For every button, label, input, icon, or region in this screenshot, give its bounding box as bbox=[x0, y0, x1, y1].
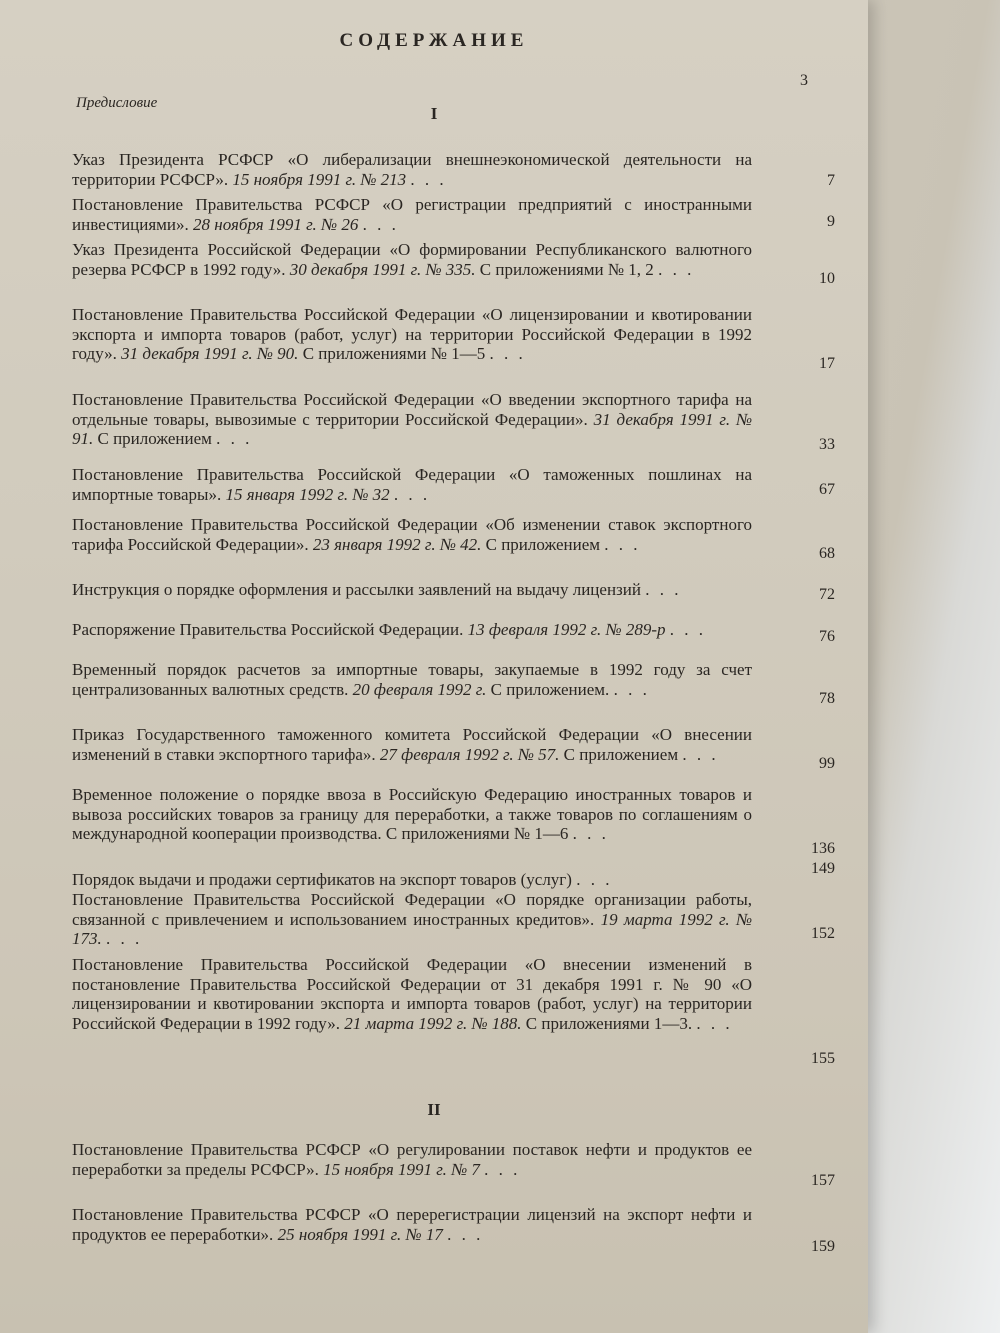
toc-entry-page: 136 bbox=[811, 840, 835, 857]
leader-dots: . . . bbox=[410, 169, 447, 189]
leader-dots: . . . bbox=[484, 1159, 521, 1179]
toc-entry-page: 10 bbox=[819, 270, 835, 287]
toc-entry bbox=[72, 660, 752, 699]
leader-dots: . . . bbox=[682, 744, 719, 764]
toc-entry-citation: 19 марта 1992 г. № 173. bbox=[72, 909, 753, 949]
toc-entry-title bbox=[72, 580, 752, 600]
toc-entry-title bbox=[72, 1205, 752, 1244]
toc-entry-title bbox=[72, 195, 752, 234]
toc-entry bbox=[72, 1205, 752, 1244]
toc-entry-title bbox=[72, 785, 752, 844]
toc-entry-text: Указ Президента Российской Федерации «О формировании Республиканского валютного резерва РСФСР в 1992 году». bbox=[72, 240, 752, 279]
toc-entry bbox=[72, 390, 752, 449]
toc-entry-citation: 13 февраля 1992 г. № 289-р bbox=[467, 620, 670, 639]
leader-dots: . . . bbox=[604, 534, 641, 554]
toc-entry bbox=[72, 870, 752, 890]
toc-entry-text: Постановление Правительства Российской Федерации «О введении экспортного тарифа на отдельные товары, вывозимые с территории Российской Федерации». bbox=[72, 390, 752, 429]
toc-entry-title bbox=[72, 305, 752, 364]
toc-entry-text: Постановление Правительства Российской Федерации «О лицензировании и квотировании экспорта и импорта товаров (работ, услуг) на территории Российской Федерации в 1992 году». bbox=[72, 305, 752, 364]
toc-entry-title bbox=[72, 465, 752, 504]
toc-entry-page: 99 bbox=[819, 755, 835, 772]
toc-entry-text: Распоряжение Правительства Российской Федерации. bbox=[72, 620, 468, 639]
toc-entry-title bbox=[72, 240, 752, 279]
toc-entry-text: Указ Президента РСФСР «О либерализации внешнеэкономической деятельности на территории РСФСР». bbox=[72, 150, 752, 189]
leader-dots: . . . bbox=[447, 1224, 484, 1244]
preface-label: Предисловие bbox=[76, 95, 158, 111]
toc-entry bbox=[72, 725, 752, 764]
leader-dots: . . . bbox=[393, 484, 431, 504]
toc-entry-citation: 15 января 1992 г. № 32 bbox=[225, 484, 394, 504]
toc-entry-title bbox=[72, 870, 752, 890]
toc-entry-page: 72 bbox=[819, 586, 835, 603]
toc-entry bbox=[72, 240, 752, 279]
toc-entry-citation: 28 ноября 1991 г. № 26 bbox=[193, 214, 363, 234]
toc-entry-page: 67 bbox=[819, 481, 835, 498]
toc-entry-citation: 20 февраля 1992 г. bbox=[352, 679, 491, 699]
toc-entry-citation: 21 марта 1992 г. № 188. bbox=[344, 1013, 526, 1033]
leader-dots: . . . bbox=[645, 580, 682, 599]
toc-entry-citation: 25 ноября 1991 г. № 17 bbox=[277, 1224, 448, 1244]
leader-dots: . . . bbox=[362, 214, 399, 234]
toc-entry-text: Постановление Правительства РСФСР «О регистрации предприятий с иностранными инвестициями». bbox=[72, 195, 752, 234]
leader-dots: . . . bbox=[216, 429, 253, 449]
toc-entry-title bbox=[72, 955, 752, 1033]
toc-entry-citation: 23 января 1992 г. № 42. bbox=[312, 534, 486, 554]
contents-title: СОДЕРЖАНИЕ bbox=[339, 30, 529, 51]
toc-entry-title bbox=[72, 390, 752, 449]
toc-entry-text: Порядок выдачи и продажи сертификатов на экспорт товаров (услуг) bbox=[72, 870, 577, 889]
toc-entry-text: Приказ Государственного таможенного комитета Российской Федерации «О внесении изменений в ставки экспортного тарифа». bbox=[72, 725, 752, 764]
toc-entry-note: С приложением bbox=[485, 534, 605, 554]
toc-entry bbox=[72, 515, 752, 554]
toc-entry-text: Постановление Правительства Российской Федерации «О внесении изменений в постановление Правительства Российской Федерации от 31 декабря 1991 г. № 90 «О лицензировании и квотировании экспорта и импорта товаров (работ, услуг) на территории Российской Федерации в 1992 году». bbox=[72, 955, 752, 1033]
toc-entry-text: Временный порядок расчетов за импортные товары, закупаемые в 1992 году за счет централизованных валютных средств. bbox=[72, 660, 752, 699]
toc-entry bbox=[72, 465, 752, 504]
toc-entry-note: С приложениями № 1—5 bbox=[302, 344, 490, 364]
toc-entry-note: С приложением bbox=[97, 429, 217, 449]
toc-entry-page: 68 bbox=[819, 545, 835, 562]
toc-entry-page: 159 bbox=[811, 1238, 835, 1255]
toc-entry-citation: 15 ноября 1991 г. № 213 bbox=[232, 169, 411, 189]
toc-entry-title bbox=[72, 620, 752, 640]
toc-entry bbox=[72, 955, 752, 1033]
toc-entry-citation: 30 декабря 1991 г. № 335. bbox=[289, 259, 480, 279]
toc-entry-title bbox=[72, 150, 752, 189]
toc-entry bbox=[72, 1140, 752, 1179]
toc-entry-text: Временное положение о порядке ввоза в Российскую Федерацию иностранных товаров и вывоза российских товаров за границу для переработки, а также товаров по соглашениям о международной кооперации производства. С приложениями № 1—6 bbox=[72, 785, 752, 844]
toc-entry-citation: 27 февраля 1992 г. № 57. bbox=[379, 744, 564, 764]
toc-entry-citation: 31 декабря 1991 г. № 90. bbox=[121, 344, 303, 364]
toc-entry-citation: 31 декабря 1991 г. № 91. bbox=[72, 409, 753, 449]
toc-entry-citation: 15 ноября 1991 г. № 7 bbox=[323, 1159, 485, 1179]
toc-entry bbox=[72, 620, 752, 640]
toc-entry-note: С приложениями № 1, 2 bbox=[479, 259, 659, 279]
leader-dots: . . . bbox=[576, 870, 613, 889]
section-heading-1: I bbox=[430, 104, 438, 123]
toc-entry-page: 17 bbox=[819, 355, 835, 372]
toc-entry bbox=[72, 150, 752, 189]
toc-entry-note: С приложением. bbox=[490, 679, 614, 699]
toc-entry bbox=[72, 305, 752, 364]
toc-entry-text: Постановление Правительства РСФСР «О перерегистрации лицензий на экспорт нефти и продуктов ее переработки». bbox=[72, 1205, 752, 1244]
toc-entry bbox=[72, 890, 752, 949]
toc-entry-page: 33 bbox=[819, 436, 835, 453]
leader-dots: . . . bbox=[696, 1013, 733, 1033]
toc-entry-page: 9 bbox=[827, 213, 835, 230]
toc-entry-text: Постановление Правительства Российской Федерации «О таможенных пошлинах на импортные товары». bbox=[72, 465, 752, 504]
preface-page: 3 bbox=[800, 72, 808, 89]
toc-entry-title bbox=[72, 515, 752, 554]
toc-entry-page: 157 bbox=[811, 1172, 835, 1189]
toc-entry-text: Постановление Правительства РСФСР «О регулировании поставок нефти и продуктов ее переработки за пределы РСФСР». bbox=[72, 1140, 752, 1179]
toc-entry-title bbox=[72, 890, 752, 949]
toc-entry-page: 7 bbox=[827, 172, 835, 189]
toc-entry bbox=[72, 580, 752, 600]
toc-entry bbox=[72, 785, 752, 844]
toc-entry-text: Постановление Правительства Российской Федерации «Об изменении ставок экспортного тарифа Российской Федерации». bbox=[72, 515, 752, 554]
toc-entry-title bbox=[72, 725, 752, 764]
toc-entry-page: 149 bbox=[811, 860, 835, 877]
leader-dots: . . . bbox=[658, 259, 695, 279]
toc-entry-text: Инструкция о порядке оформления и рассылки заявлений на выдачу лицензий bbox=[72, 580, 646, 599]
leader-dots: . . . bbox=[669, 620, 706, 639]
leader-dots: . . . bbox=[489, 344, 526, 364]
toc-entry-title bbox=[72, 1140, 752, 1179]
toc-entry-note: С приложением bbox=[563, 744, 683, 764]
toc-entry-text: Постановление Правительства Российской Федерации «О порядке организации работы, связанной с привлечением и использованием иностранных кредитов». bbox=[72, 890, 752, 929]
toc-entry-page: 76 bbox=[819, 628, 835, 645]
toc-entry bbox=[72, 195, 752, 234]
toc-entry-page: 155 bbox=[811, 1050, 835, 1067]
leader-dots: . . . bbox=[572, 824, 609, 844]
section-heading-2: II bbox=[427, 1100, 441, 1119]
toc-entry-page: 78 bbox=[819, 690, 835, 707]
toc-entry-title bbox=[72, 660, 752, 699]
toc-entry-note: С приложениями 1—3. bbox=[525, 1013, 697, 1033]
leader-dots: . . . bbox=[106, 929, 143, 949]
toc-entry-page: 152 bbox=[811, 925, 835, 942]
leader-dots: . . . bbox=[613, 679, 650, 699]
